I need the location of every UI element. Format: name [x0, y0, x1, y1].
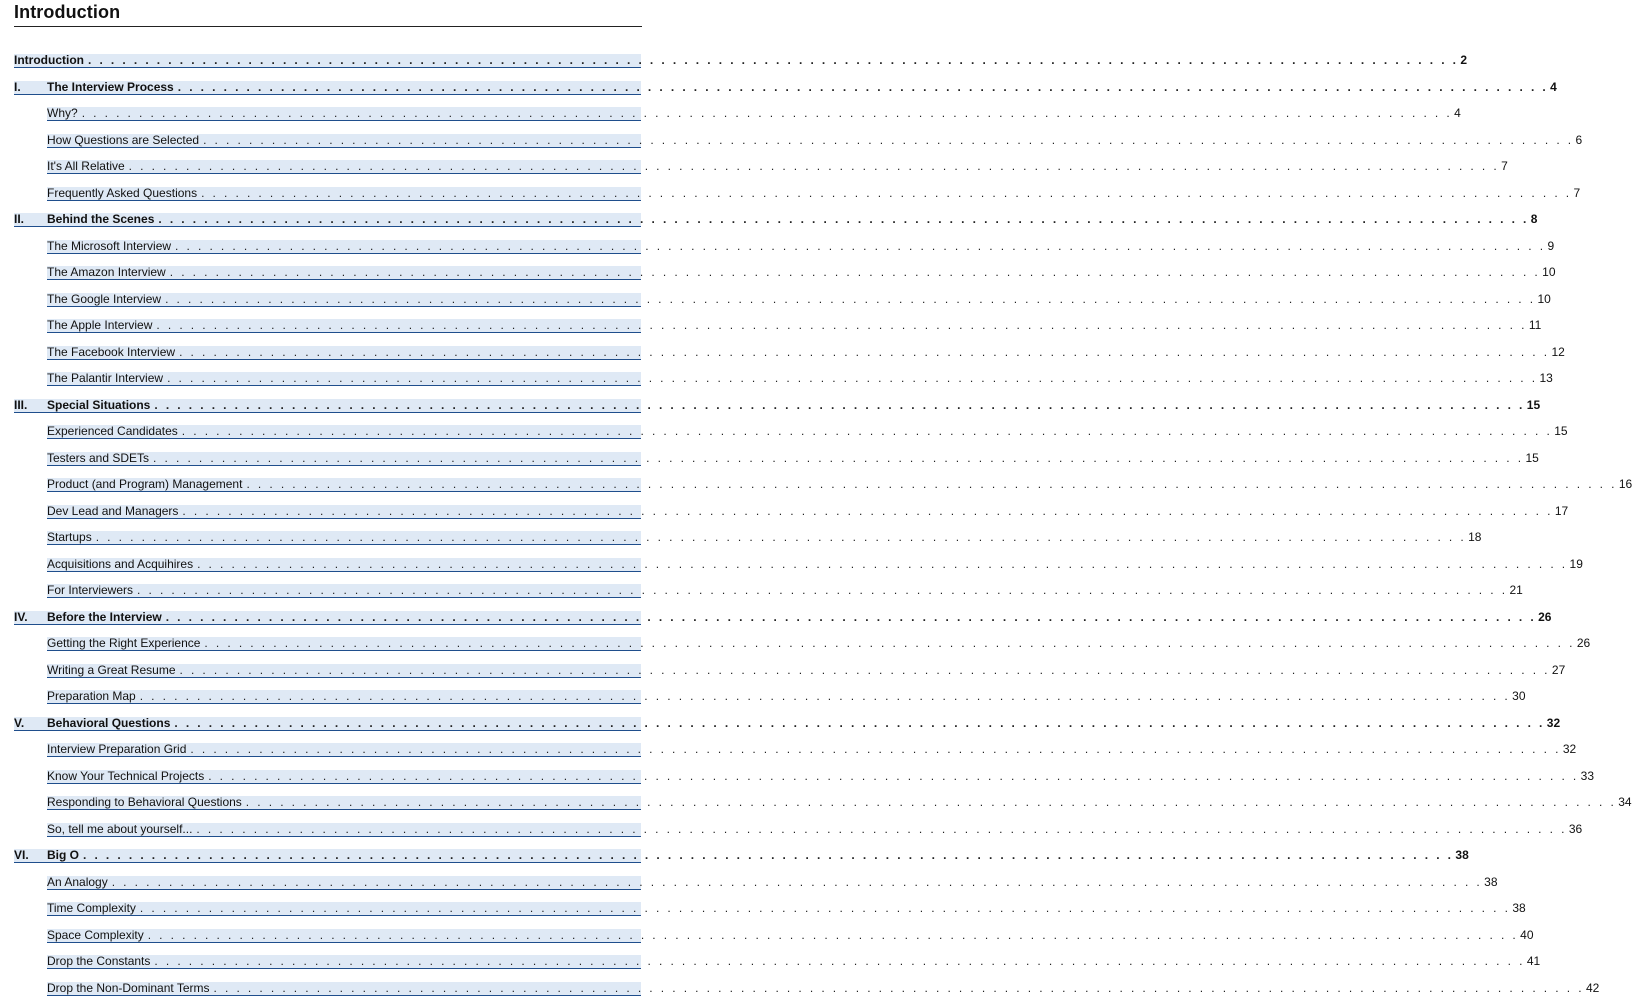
toc-row: [0, 583, 663, 610]
toc-section-link[interactable]: [47, 796, 641, 810]
toc-section-link[interactable]: [47, 372, 641, 386]
toc-entry-label: An Analogy: [47, 876, 110, 889]
toc-section-link[interactable]: [47, 107, 641, 121]
toc-section-link[interactable]: [47, 240, 641, 254]
toc-section-link[interactable]: [47, 531, 641, 545]
dot-leader: . . . . . . . . . . . . . . . . . . . . . . . . . . . . . . . . . . . . . . . . . . . . . . . . . . . . . . . . . . . . . . . . . . . . . . . . . . . . . . . . . . . . . . . . . . . . . . . . . . . . . . . . . . . . . . . . . . . . . . . .: [138, 902, 1510, 915]
toc-row: [0, 769, 663, 796]
toc-entry-label: Interview Preparation Grid: [47, 743, 188, 756]
toc-section-link[interactable]: [47, 743, 641, 757]
toc-entry-label: Behind the Scenes: [47, 213, 156, 226]
toc-entry-label: Getting the Right Experience: [47, 637, 202, 650]
toc-section-link[interactable]: [47, 187, 641, 201]
toc-row: [0, 981, 663, 1007]
toc-page-number: 42: [1584, 982, 1599, 995]
toc-entry-label: How Questions are Selected: [47, 134, 201, 147]
toc-row: [0, 159, 663, 186]
dot-leader: . . . . . . . . . . . . . . . . . . . . . . . . . . . . . . . . . . . . . . . . . . . . . . . . . . . . . . . . . . . . . . . . . . . . . . . . . . . . . . . . . . . . . . . . . . . . . . . . . . . . . . . . . . . . . . . . . . . . . . . .: [212, 982, 1584, 995]
dot-leader: . . . . . . . . . . . . . . . . . . . . . . . . . . . . . . . . . . . . . . . . . . . . . . . . . . . . . . . . . . . . . . . . . . . . . . . . . . . . . . . . . . . . . . . . . . . . . . . . . . . . . . . . . . . . . . . . . . . . . . . .: [176, 81, 1548, 94]
toc-chapter-link[interactable]: [14, 611, 641, 625]
dot-leader: . . . . . . . . . . . . . . . . . . . . . . . . . . . . . . . . . . . . . . . . . . . . . . . . . . . . . . . . . . . . . . . . . . . . . . . . . . . . . . . . . . . . . . . . . . . . . . . . . . . . . . . . . . . . . . . . . . . . . . . .: [81, 849, 1453, 862]
dot-leader: . . . . . . . . . . . . . . . . . . . . . . . . . . . . . . . . . . . . . . . . . . . . . . . . . . . . . . . . . . . . . . . . . . . . . . . . . . . . . . . . . . . . . . . . . . . . . . . . . . . . . . . . . . . . . . . . . . . . . . . .: [168, 266, 1540, 279]
toc-entry-label: Frequently Asked Questions: [47, 187, 199, 200]
dot-leader: . . . . . . . . . . . . . . . . . . . . . . . . . . . . . . . . . . . . . . . . . . . . . . . . . . . . . . . . . . . . . . . . . . . . . . . . . . . . . . . . . . . . . . . . . . . . . . . . . . . . . . . . . . . . . . . . . . . . . . . .: [199, 187, 1571, 200]
toc-page-number: 38: [1510, 902, 1525, 915]
toc-section-link[interactable]: [47, 160, 641, 174]
toc-entry-label: Drop the Constants: [47, 955, 152, 968]
toc-entry-label: Space Complexity: [47, 929, 146, 942]
toc-chapter-number: I.: [14, 81, 21, 94]
toc-page-number: 9: [1545, 240, 1554, 253]
dot-leader: . . . . . . . . . . . . . . . . . . . . . . . . . . . . . . . . . . . . . . . . . . . . . . . . . . . . . . . . . . . . . . . . . . . . . . . . . . . . . . . . . . . . . . . . . . . . . . . . . . . . . . . . . . . . . . . . . . . . . . . .: [244, 478, 1616, 491]
dot-leader: . . . . . . . . . . . . . . . . . . . . . . . . . . . . . . . . . . . . . . . . . . . . . . . . . . . . . . . . . . . . . . . . . . . . . . . . . . . . . . . . . . . . . . . . . . . . . . . . . . . . . . . . . . . . . . . . . . . . . . . .: [110, 876, 1482, 889]
toc-entry-label: Responding to Behavioral Questions: [47, 796, 244, 809]
toc-entry-label: Drop the Non-Dominant Terms: [47, 982, 212, 995]
dot-leader: . . . . . . . . . . . . . . . . . . . . . . . . . . . . . . . . . . . . . . . . . . . . . . . . . . . . . . . . . . . . . . . . . . . . . . . . . . . . . . . . . . . . . . . . . . . . . . . . . . . . . . . . . . . . . . . . . . . . . . . .: [173, 240, 1545, 253]
toc-page-number: 4: [1548, 81, 1557, 94]
toc-page-number: 7: [1499, 160, 1508, 173]
toc-entry-label: The Amazon Interview: [47, 266, 168, 279]
dot-leader: . . . . . . . . . . . . . . . . . . . . . . . . . . . . . . . . . . . . . . . . . . . . . . . . . . . . . . . . . . . . . . . . . . . . . . . . . . . . . . . . . . . . . . . . . . . . . . . . . . . . . . . . . . . . . . . . . . . . . . . .: [156, 213, 1528, 226]
toc-section-link[interactable]: [47, 770, 641, 784]
toc-row: [0, 424, 663, 451]
toc-section-link[interactable]: [47, 452, 641, 466]
toc-chapter-number: V.: [14, 717, 24, 730]
toc-page-number: 30: [1510, 690, 1525, 703]
toc-page-number: 32: [1545, 717, 1560, 730]
dot-leader: . . . . . . . . . . . . . . . . . . . . . . . . . . . . . . . . . . . . . . . . . . . . . . . . . . . . . . . . . . . . . . . . . . . . . . . . . . . . . . . . . . . . . . . . . . . . . . . . . . . . . . . . . . . . . . . . . . . . . . . .: [244, 796, 1616, 809]
toc-row: [0, 795, 663, 822]
toc-page-number: 38: [1453, 849, 1468, 862]
toc-entry-label: Big O: [47, 849, 81, 862]
toc-row: [0, 636, 663, 663]
toc-row: [0, 954, 663, 981]
dot-leader: . . . . . . . . . . . . . . . . . . . . . . . . . . . . . . . . . . . . . . . . . . . . . . . . . . . . . . . . . . . . . . . . . . . . . . . . . . . . . . . . . . . . . . . . . . . . . . . . . . . . . . . . . . . . . . . . . . . . . . . .: [188, 743, 1560, 756]
toc-page-number: 6: [1574, 134, 1583, 147]
toc-row: [0, 451, 663, 478]
toc-page-number: 11: [1527, 319, 1541, 332]
table-of-contents: [0, 53, 663, 1007]
toc-row: [0, 504, 663, 531]
toc-row: [0, 875, 663, 902]
toc-section-link[interactable]: [47, 982, 641, 996]
dot-leader: . . . . . . . . . . . . . . . . . . . . . . . . . . . . . . . . . . . . . . . . . . . . . . . . . . . . . . . . . . . . . . . . . . . . . . . . . . . . . . . . . . . . . . . . . . . . . . . . . . . . . . . . . . . . . . . . . . . . . . . .: [163, 293, 1535, 306]
dot-leader: . . . . . . . . . . . . . . . . . . . . . . . . . . . . . . . . . . . . . . . . . . . . . . . . . . . . . . . . . . . . . . . . . . . . . . . . . . . . . . . . . . . . . . . . . . . . . . . . . . . . . . . . . . . . . . . . . . . . . . . .: [206, 770, 1578, 783]
toc-entry-label: Time Complexity: [47, 902, 138, 915]
toc-row: [0, 398, 663, 425]
toc-entry-label: Product (and Program) Management: [47, 478, 244, 491]
dot-leader: . . . . . . . . . . . . . . . . . . . . . . . . . . . . . . . . . . . . . . . . . . . . . . . . . . . . . . . . . . . . . . . . . . . . . . . . . . . . . . . . . . . . . . . . . . . . . . . . . . . . . . . . . . . . . . . . . . . . . . . .: [151, 452, 1523, 465]
toc-row: [0, 106, 663, 133]
toc-row: [0, 901, 663, 928]
toc-entry-label: The Interview Process: [47, 81, 176, 94]
toc-page-number: 7: [1572, 187, 1581, 200]
toc-section-link[interactable]: [47, 425, 641, 439]
toc-page-number: 13: [1537, 372, 1552, 385]
toc-page-number: 15: [1523, 452, 1538, 465]
toc-row: [0, 212, 663, 239]
toc-section-link[interactable]: [47, 346, 641, 360]
dot-leader: . . . . . . . . . . . . . . . . . . . . . . . . . . . . . . . . . . . . . . . . . . . . . . . . . . . . . . . . . . . . . . . . . . . . . . . . . . . . . . . . . . . . . . . . . . . . . . . . . . . . . . . . . . . . . . . . . . . . . . . .: [146, 929, 1518, 942]
dot-leader: . . . . . . . . . . . . . . . . . . . . . . . . . . . . . . . . . . . . . . . . . . . . . . . . . . . . . . . . . . . . . . . . . . . . . . . . . . . . . . . . . . . . . . . . . . . . . . . . . . . . . . . . . . . . . . . . . . . . . . . .: [164, 611, 1536, 624]
toc-page-number: 36: [1567, 823, 1582, 836]
toc-row: [0, 742, 663, 769]
toc-chapter-link[interactable]: [14, 213, 641, 227]
toc-row: [0, 716, 663, 743]
toc-section-link[interactable]: [47, 584, 641, 598]
toc-chapter-link[interactable]: [14, 717, 641, 731]
toc-chapter-number: IV.: [14, 611, 28, 624]
toc-entry-label: The Apple Interview: [47, 319, 154, 332]
toc-entry-label: For Interviewers: [47, 584, 135, 597]
toc-chapter-link[interactable]: [14, 399, 641, 413]
toc-page-number: 26: [1575, 637, 1590, 650]
toc-page-number: 17: [1553, 505, 1568, 518]
toc-section-link[interactable]: [47, 690, 641, 704]
toc-row: [0, 239, 663, 266]
toc-row: [0, 530, 663, 557]
toc-entry-label: Introduction: [14, 54, 86, 67]
toc-section-link[interactable]: [47, 266, 641, 280]
toc-row: [0, 292, 663, 319]
toc-row: [0, 557, 663, 584]
toc-section-link[interactable]: [47, 955, 641, 969]
toc-page-number: 15: [1525, 399, 1540, 412]
toc-section-link[interactable]: [47, 478, 641, 492]
toc-entry-label: So, tell me about yourself...: [47, 823, 194, 836]
toc-row: [0, 186, 663, 213]
toc-chapter-number: II.: [14, 213, 24, 226]
toc-entry-label: The Google Interview: [47, 293, 163, 306]
toc-row: [0, 689, 663, 716]
dot-leader: . . . . . . . . . . . . . . . . . . . . . . . . . . . . . . . . . . . . . . . . . . . . . . . . . . . . . . . . . . . . . . . . . . . . . . . . . . . . . . . . . . . . . . . . . . . . . . . . . . . . . . . . . . . . . . . . . . . . . . . .: [80, 107, 1452, 120]
dot-leader: . . . . . . . . . . . . . . . . . . . . . . . . . . . . . . . . . . . . . . . . . . . . . . . . . . . . . . . . . . . . . . . . . . . . . . . . . . . . . . . . . . . . . . . . . . . . . . . . . . . . . . . . . . . . . . . . . . . . . . . .: [152, 399, 1524, 412]
toc-page-number: 19: [1568, 558, 1583, 571]
toc-entry-label: The Microsoft Interview: [47, 240, 173, 253]
toc-entry-label: Writing a Great Resume: [47, 664, 178, 677]
toc-entry-label: It's All Relative: [47, 160, 127, 173]
dot-leader: . . . . . . . . . . . . . . . . . . . . . . . . . . . . . . . . . . . . . . . . . . . . . . . . . . . . . . . . . . . . . . . . . . . . . . . . . . . . . . . . . . . . . . . . . . . . . . . . . . . . . . . . . . . . . . . . . . . . . . . .: [138, 690, 1510, 703]
toc-row: [0, 371, 663, 398]
toc-section-link[interactable]: [47, 929, 641, 943]
toc-page-number: 8: [1529, 213, 1538, 226]
dot-leader: . . . . . . . . . . . . . . . . . . . . . . . . . . . . . . . . . . . . . . . . . . . . . . . . . . . . . . . . . . . . . . . . . . . . . . . . . . . . . . . . . . . . . . . . . . . . . . . . . . . . . . . . . . . . . . . . . . . . . . . .: [172, 717, 1544, 730]
dot-leader: . . . . . . . . . . . . . . . . . . . . . . . . . . . . . . . . . . . . . . . . . . . . . . . . . . . . . . . . . . . . . . . . . . . . . . . . . . . . . . . . . . . . . . . . . . . . . . . . . . . . . . . . . . . . . . . . . . . . . . . .: [165, 372, 1537, 385]
toc-entry-label: Testers and SDETs: [47, 452, 151, 465]
toc-section-link[interactable]: [47, 505, 641, 519]
toc-entry-label: The Palantir Interview: [47, 372, 165, 385]
page-title: Introduction: [14, 2, 120, 23]
dot-leader: . . . . . . . . . . . . . . . . . . . . . . . . . . . . . . . . . . . . . . . . . . . . . . . . . . . . . . . . . . . . . . . . . . . . . . . . . . . . . . . . . . . . . . . . . . . . . . . . . . . . . . . . . . . . . . . . . . . . . . . .: [180, 505, 1552, 518]
dot-leader: . . . . . . . . . . . . . . . . . . . . . . . . . . . . . . . . . . . . . . . . . . . . . . . . . . . . . . . . . . . . . . . . . . . . . . . . . . . . . . . . . . . . . . . . . . . . . . . . . . . . . . . . . . . . . . . . . . . . . . . .: [94, 531, 1466, 544]
toc-page-number: 26: [1536, 611, 1551, 624]
dot-leader: . . . . . . . . . . . . . . . . . . . . . . . . . . . . . . . . . . . . . . . . . . . . . . . . . . . . . . . . . . . . . . . . . . . . . . . . . . . . . . . . . . . . . . . . . . . . . . . . . . . . . . . . . . . . . . . . . . . . . . . .: [202, 637, 1574, 650]
toc-page-number: 15: [1552, 425, 1567, 438]
toc-entry-label: Preparation Map: [47, 690, 138, 703]
toc-entry-label: Startups: [47, 531, 94, 544]
dot-leader: . . . . . . . . . . . . . . . . . . . . . . . . . . . . . . . . . . . . . . . . . . . . . . . . . . . . . . . . . . . . . . . . . . . . . . . . . . . . . . . . . . . . . . . . . . . . . . . . . . . . . . . . . . . . . . . . . . . . . . . .: [178, 664, 1550, 677]
toc-row: [0, 822, 663, 849]
toc-row: [0, 610, 663, 637]
toc-row: [0, 133, 663, 160]
toc-entry-label: Behavioral Questions: [47, 717, 172, 730]
dot-leader: . . . . . . . . . . . . . . . . . . . . . . . . . . . . . . . . . . . . . . . . . . . . . . . . . . . . . . . . . . . . . . . . . . . . . . . . . . . . . . . . . . . . . . . . . . . . . . . . . . . . . . . . . . . . . . . . . . . . . . . .: [154, 319, 1526, 332]
toc-row: [0, 663, 663, 690]
toc-section-link[interactable]: [47, 319, 641, 333]
toc-page-number: 16: [1617, 478, 1632, 491]
toc-page-number: 40: [1518, 929, 1533, 942]
toc-section-link[interactable]: [47, 876, 641, 890]
toc-row: [0, 928, 663, 955]
toc-page-number: 41: [1525, 955, 1540, 968]
toc-entry-label: Experienced Candidates: [47, 425, 180, 438]
toc-entry-label: Acquisitions and Acquihires: [47, 558, 195, 571]
dot-leader: . . . . . . . . . . . . . . . . . . . . . . . . . . . . . . . . . . . . . . . . . . . . . . . . . . . . . . . . . . . . . . . . . . . . . . . . . . . . . . . . . . . . . . . . . . . . . . . . . . . . . . . . . . . . . . . . . . . . . . . .: [135, 584, 1507, 597]
toc-row: [0, 80, 663, 107]
toc-page-number: 38: [1482, 876, 1497, 889]
toc-section-link[interactable]: [47, 637, 641, 651]
toc-row: [0, 345, 663, 372]
toc-section-link[interactable]: [47, 293, 641, 307]
toc-row: [0, 848, 663, 875]
toc-chapter-link[interactable]: [14, 849, 641, 863]
toc-page-number: 34: [1616, 796, 1631, 809]
toc-chapter-number: VI.: [14, 849, 29, 862]
toc-section-link[interactable]: [47, 823, 641, 837]
toc-entry-label: Special Situations: [47, 399, 152, 412]
toc-section-link[interactable]: [47, 134, 641, 148]
dot-leader: . . . . . . . . . . . . . . . . . . . . . . . . . . . . . . . . . . . . . . . . . . . . . . . . . . . . . . . . . . . . . . . . . . . . . . . . . . . . . . . . . . . . . . . . . . . . . . . . . . . . . . . . . . . . . . . . . . . . . . . .: [194, 823, 1566, 836]
toc-section-link[interactable]: [47, 558, 641, 572]
toc-page-number: 27: [1550, 664, 1565, 677]
toc-entry-label: Know Your Technical Projects: [47, 770, 206, 783]
toc-page-number: 10: [1535, 293, 1550, 306]
toc-entry-label: Dev Lead and Managers: [47, 505, 180, 518]
toc-row: [0, 477, 663, 504]
toc-page-number: 10: [1540, 266, 1555, 279]
toc-page-number: 21: [1507, 584, 1522, 597]
toc-row: [0, 265, 663, 292]
toc-row: [0, 53, 663, 80]
toc-page-number: 33: [1579, 770, 1594, 783]
toc-chapter-number: III.: [14, 399, 27, 412]
toc-chapter-link[interactable]: [14, 54, 641, 68]
toc-page-number: 4: [1452, 107, 1461, 120]
title-divider: [14, 26, 642, 27]
toc-page-number: 32: [1561, 743, 1576, 756]
dot-leader: . . . . . . . . . . . . . . . . . . . . . . . . . . . . . . . . . . . . . . . . . . . . . . . . . . . . . . . . . . . . . . . . . . . . . . . . . . . . . . . . . . . . . . . . . . . . . . . . . . . . . . . . . . . . . . . . . . . . . . . .: [86, 54, 1458, 67]
dot-leader: . . . . . . . . . . . . . . . . . . . . . . . . . . . . . . . . . . . . . . . . . . . . . . . . . . . . . . . . . . . . . . . . . . . . . . . . . . . . . . . . . . . . . . . . . . . . . . . . . . . . . . . . . . . . . . . . . . . . . . . .: [127, 160, 1499, 173]
dot-leader: . . . . . . . . . . . . . . . . . . . . . . . . . . . . . . . . . . . . . . . . . . . . . . . . . . . . . . . . . . . . . . . . . . . . . . . . . . . . . . . . . . . . . . . . . . . . . . . . . . . . . . . . . . . . . . . . . . . . . . . .: [201, 134, 1573, 147]
toc-chapter-link[interactable]: [14, 81, 641, 95]
toc-page-number: 18: [1466, 531, 1481, 544]
toc-row: [0, 318, 663, 345]
toc-section-link[interactable]: [47, 664, 641, 678]
toc-section-link[interactable]: [47, 902, 641, 916]
toc-entry-label: The Facebook Interview: [47, 346, 177, 359]
dot-leader: . . . . . . . . . . . . . . . . . . . . . . . . . . . . . . . . . . . . . . . . . . . . . . . . . . . . . . . . . . . . . . . . . . . . . . . . . . . . . . . . . . . . . . . . . . . . . . . . . . . . . . . . . . . . . . . . . . . . . . . .: [195, 558, 1567, 571]
dot-leader: . . . . . . . . . . . . . . . . . . . . . . . . . . . . . . . . . . . . . . . . . . . . . . . . . . . . . . . . . . . . . . . . . . . . . . . . . . . . . . . . . . . . . . . . . . . . . . . . . . . . . . . . . . . . . . . . . . . . . . . .: [177, 346, 1549, 359]
toc-page-number: 2: [1458, 54, 1467, 67]
toc-page-number: 12: [1549, 346, 1564, 359]
dot-leader: . . . . . . . . . . . . . . . . . . . . . . . . . . . . . . . . . . . . . . . . . . . . . . . . . . . . . . . . . . . . . . . . . . . . . . . . . . . . . . . . . . . . . . . . . . . . . . . . . . . . . . . . . . . . . . . . . . . . . . . .: [180, 425, 1552, 438]
toc-entry-label: Why?: [47, 107, 80, 120]
toc-entry-label: Before the Interview: [47, 611, 164, 624]
dot-leader: . . . . . . . . . . . . . . . . . . . . . . . . . . . . . . . . . . . . . . . . . . . . . . . . . . . . . . . . . . . . . . . . . . . . . . . . . . . . . . . . . . . . . . . . . . . . . . . . . . . . . . . . . . . . . . . . . . . . . . . .: [152, 955, 1524, 968]
